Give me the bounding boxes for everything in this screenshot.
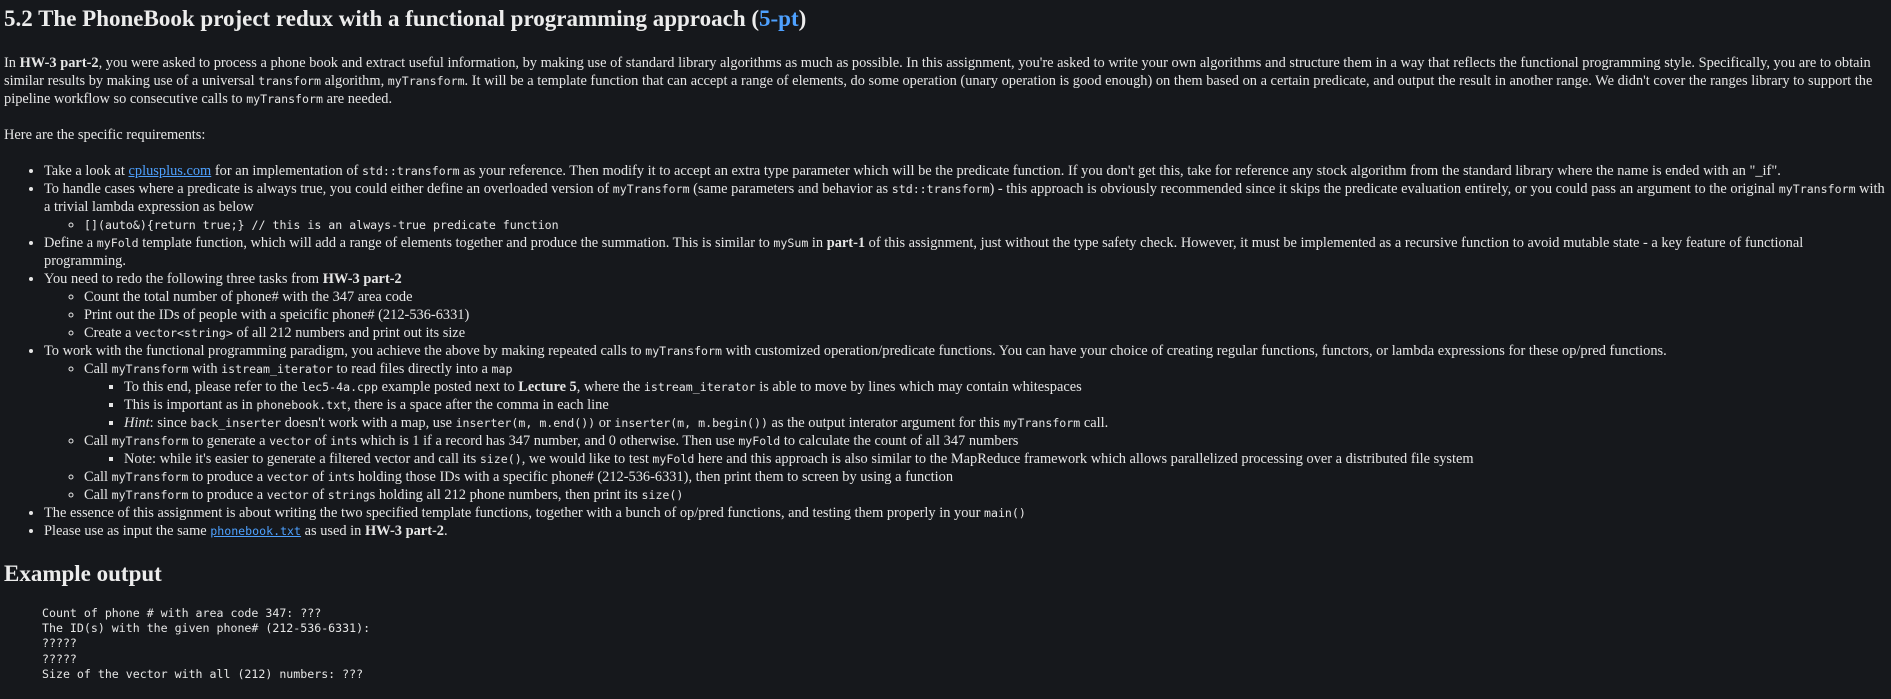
list-item: ▪ This is important as in phonebook.txt, there is a space after the comma in each line	[124, 396, 1886, 414]
list-item: • To work with the functional programming paradigm, you achieve the above by making repeated calls to myTransform with customized operation/predicate functions. You can have your choice of creating regular functions, functors, or lambda expressions for these op/pred functions. ◦ Call myTransform with istream_iterator to read files directly into a map ▪ To this end, please refer to the lec5-4a.cpp example posted next to Lecture 5, where the istream_iterator is able to move by lines which may contain whitespaces ▪ This is important as in phonebook.txt, there is a space after the comma in each line ▪ Hint: since back_inserter doesn't work with a map, use inserter(m, m.end()) or inserter(m, m.begin()) as the output interator argument for this myTransform call. ◦ Call myTransform to generate a vector of ints which is 1 if a record has 347 number, and 0 otherwise. Then use myFold to calculate the count of all 347 numbers ▪ Note: while it's easier to generate a filtered vector and call its size(), we would like to test myFold here and this approach is also similar to the MapReduce framework which allows parallelized processing over a distributed file system ◦ Call myTransform to produce a vector of ints holding those IDs with a specific phone# (212-536-6331), then print them to screen by using a function ◦ Call myTransform to produce a vector of strings holding all 212 phone numbers, then print its size()	[44, 342, 1886, 504]
sub-sub-list	[84, 378, 1886, 432]
list-item: ▪ Note: while it's easier to generate a filtered vector and call its size(), we would like to test myFold here and this approach is also similar to the MapReduce framework which allows parallelized processing over a distributed file system	[124, 450, 1886, 468]
output-line: The ID(s) with the given phone# (212-536-6331):	[42, 621, 371, 636]
sub-list	[44, 288, 1886, 342]
intro-paragraph: In HW-3 part-2, you were asked to process a phone book and extract useful information, by making use of standard library algorithms as much as possible. In this assignment, you're asked to write your own algorithms and structure them in a way that reflects the functional programming style. Specifically, you are to obtain similar results by making use of a universal transform algorithm, myTransform. It will be a template function that can accept a range of elements, do some operation (unary operation is good enough) on them based on a certain predicate, and output the result in another range. We didn't cover the ranges library to support the pipeline workflow so consecutive calls to myTransform are needed.	[4, 55, 1873, 107]
points-link[interactable]: 5-pt	[759, 6, 799, 31]
heading-text: 5.2 The PhoneBook project redux with a functional programming approach (	[4, 6, 760, 31]
output-line: ?????	[42, 651, 77, 666]
list-item: • You need to redo the following three tasks from HW-3 part-2 ◦ Count the total number of phone# with the 347 area code ◦ Print out the IDs of people with a speicific phone# (212-536-6331) ◦ Create a vector<string> of all 212 numbers and print out its size	[44, 270, 1886, 342]
list-item: ◦ Print out the IDs of people with a speicific phone# (212-536-6331)	[84, 306, 1886, 324]
cplusplus-link[interactable]: cplusplus.com	[128, 163, 212, 179]
list-item: • Please use as input the same phonebook.txt as used in HW-3 part-2.	[44, 522, 1886, 540]
list-item: ◦ Call myTransform with istream_iterator to read files directly into a map ▪ To this end, please refer to the lec5-4a.cpp example posted next to Lecture 5, where the istream_iterator is able to move by lines which may contain whitespaces ▪ This is important as in phonebook.txt, there is a space after the comma in each line ▪ Hint: since back_inserter doesn't work with a map, use inserter(m, m.end()) or inserter(m, m.begin()) as the output interator argument for this myTransform call.	[84, 360, 1886, 432]
sub-sub-list	[84, 450, 1886, 468]
requirements-intro: Here are the specific requirements:	[4, 127, 206, 143]
hw3-ref: HW-3 part-2	[19, 55, 99, 71]
example-output-heading: Example output	[4, 561, 162, 586]
output-line: Size of the vector with all (212) numbers: ???	[42, 666, 364, 681]
heading-close: )	[798, 6, 807, 31]
requirements-list	[4, 162, 1886, 540]
lambda-code: [](auto&){return true;} // this is an always-true predicate function	[84, 218, 559, 232]
sub-list	[44, 216, 1886, 234]
list-item	[84, 216, 1886, 234]
list-item: • Define a myFold template function, which will add a range of elements together and produce the summation. This is similar to mySum in part-1 of this assignment, just without the type safety check. However, it must be implemented as a recursive function to avoid mutable state - a key feature of functional programming.	[44, 234, 1886, 270]
code-transform: transform	[258, 74, 322, 88]
document-page	[4, 0, 1886, 682]
list-item: • Take a look at cplusplus.com for an implementation of std::transform as your reference. Then modify it to accept an extra type parameter which will be the predicate function. If you don't get this, take for reference any stock algorithm from the standard library where the name is ended with an "_if".	[44, 162, 1886, 180]
code-mytransform: myTransform	[387, 74, 465, 88]
phonebook-link[interactable]: phonebook.txt	[210, 524, 302, 538]
list-item: ◦ Call myTransform to produce a vector of ints holding those IDs with a specific phone# (212-536-6331), then print them to screen by using a function	[84, 468, 1886, 486]
list-item: • The essence of this assignment is about writing the two specified template functions, together with a bunch of op/pred functions, and testing them properly in your main()	[44, 504, 1886, 522]
output-line: ?????	[42, 636, 77, 651]
list-item: ▪ Hint: since back_inserter doesn't work with a map, use inserter(m, m.end()) or inserter(m, m.begin()) as the output interator argument for this myTransform call.	[124, 414, 1886, 432]
list-item: • To handle cases where a predicate is always true, you could either define an overloaded version of myTransform (same parameters and behavior as std::transform) - this approach is obviously recommended since it skips the predicate evaluation entirely, or you could pass an argument to the original myTransform with a trivial lambda expression as below ◦ [](auto&){return true;} // this is an always-true predicate function	[44, 180, 1886, 234]
list-item: ◦ Count the total number of phone# with the 347 area code	[84, 288, 1886, 306]
list-item: ◦ Call myTransform to produce a vector of strings holding all 212 phone numbers, then print its size()	[84, 486, 1886, 504]
list-item: ▪ To this end, please refer to the lec5-4a.cpp example posted next to Lecture 5, where the istream_iterator is able to move by lines which may contain whitespaces	[124, 378, 1886, 396]
output-line: Count of phone # with area code 347: ???	[42, 606, 322, 620]
sub-list	[44, 360, 1886, 504]
code-mytransform: myTransform	[246, 92, 323, 106]
section-heading	[4, 5, 1886, 33]
list-item: ◦ Call myTransform to generate a vector of ints which is 1 if a record has 347 number, and 0 otherwise. Then use myFold to calculate the count of all 347 numbers ▪ Note: while it's easier to generate a filtered vector and call its size(), we would like to test myFold here and this approach is also similar to the MapReduce framework which allows parallelized processing over a distributed file system	[84, 432, 1886, 468]
list-item: ◦ Create a vector<string> of all 212 numbers and print out its size	[84, 324, 1886, 342]
example-output-block	[42, 606, 1886, 682]
